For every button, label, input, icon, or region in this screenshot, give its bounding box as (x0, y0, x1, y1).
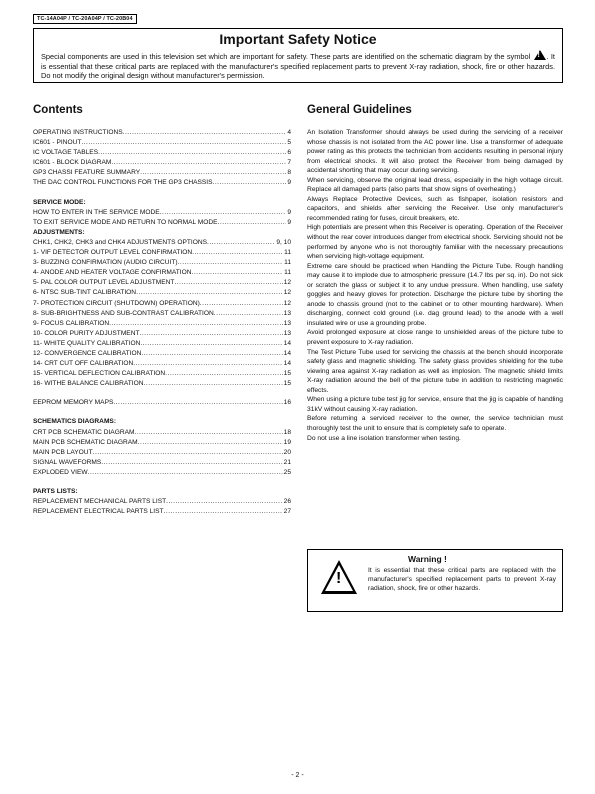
toc-entry-title: 8- SUB-BRIGHTNESS AND SUB-CONTRAST CALIBRATION (33, 309, 214, 317)
schematics-heading: SCHEMATICS DIAGRAMS: (33, 418, 117, 426)
toc-entry-page: 8 (287, 169, 291, 177)
toc-entry-page: 4 (287, 129, 291, 136)
toc-entry-title: IC601 - BLOCK DIAGRAM (33, 159, 112, 167)
safety-notice-text (41, 50, 555, 81)
toc-group-schematics (33, 428, 291, 478)
toc-entry[interactable] (33, 438, 291, 448)
notice-text-before: Special components are used in this television set which are important for safety. These parts are identified on the schematic diagram by the symbol (41, 52, 531, 61)
toc-entry-page: 9 (287, 218, 291, 226)
toc-entry-title: 10- COLOR PURITY ADJUSTMENT (33, 329, 140, 337)
toc-entry-title: CRT PCB SCHEMATIC DIAGRAM (33, 428, 135, 436)
toc-entry-title: MAIN PCB SCHEMATIC DIAGRAM (33, 438, 138, 446)
toc-entry[interactable] (33, 258, 291, 268)
parts-heading: PARTS LISTS: (33, 488, 78, 495)
toc-entry-page: 18 (283, 428, 291, 436)
toc-entry-title: OPERATING INSTRUCTIONS (33, 129, 123, 136)
toc-entry[interactable] (33, 248, 291, 258)
toc-group-adjustments (33, 238, 291, 389)
toc-entry-title: HOW TO ENTER IN THE SERVICE MODE (33, 208, 160, 216)
safety-notice-title: Important Safety Notice (219, 31, 377, 47)
toc-entry-page: 16 (283, 399, 291, 407)
warning-text: It is essential that these critical parts are replaced with the manufacturer's specified replacement parts to prevent X-ray radiation, shock, fire or other hazards. (368, 567, 556, 592)
toc-entry-page: 13 (283, 309, 291, 317)
model-tag: TC-14A04P / TC-20A04P / TC-20B04 (33, 14, 137, 24)
toc-entry-page: 20 (283, 448, 291, 456)
toc-entry[interactable] (33, 128, 291, 138)
toc-entry-page: 26 (283, 498, 291, 506)
toc-entry[interactable] (33, 299, 291, 309)
warning-exclamation-icon: ! (321, 560, 357, 594)
toc-entry[interactable] (33, 148, 291, 158)
toc-entry-page: 13 (283, 329, 291, 337)
toc-entry-title: 3- BUZZING CONFIRMATION (AUDIO CIRCUIT) (33, 259, 178, 267)
toc-entry-page: 12 (283, 279, 291, 287)
toc-entry-title: THE DAC CONTROL FUNCTIONS FOR THE GP3 CHASSIS (33, 179, 213, 187)
guideline-paragraph: Always Replace Protective Devices, such as fishpaper, isolation resistors and capacitors, and shields after servicing the Receiver. Use only manufacturer's recommended rating for fuses, circuit breakers, etc. (307, 195, 563, 222)
adjustments-heading: ADJUSTMENTS: (33, 228, 85, 236)
toc-entry-title: CHK1, CHK2, CHK3 and CHK4 ADJUSTMENTS OPTIONS (33, 238, 208, 246)
toc-entry-page: 15 (283, 370, 291, 378)
toc-entry[interactable] (33, 218, 291, 228)
toc-entry-title: MAIN PCB LAYOUT (33, 448, 93, 456)
toc-entry-page: 11 (284, 249, 291, 257)
toc-entry-page: 14 (283, 360, 291, 368)
toc-entry-title: 5- PAL COLOR OUTPUT LEVEL ADJUSTMENT (33, 279, 175, 287)
toc-entry[interactable] (33, 268, 291, 278)
guideline-paragraph: Do not use a line isolation transformer when testing. (307, 434, 461, 442)
toc-entry-title: IC601 - PINOUT (33, 139, 82, 147)
toc-group-parts (33, 497, 291, 517)
toc-entry-title: 4- ANODE AND HEATER VOLTAGE CONFIRMATION (33, 269, 192, 277)
toc-entry-title: IC VOLTAGE TABLES (33, 149, 99, 157)
toc-entry-title: EEPROM MEMORY MAPS (33, 399, 114, 407)
toc-entry[interactable] (33, 319, 291, 329)
toc-entry-title: 1- VIF DETECTOR OUTPUT LEVEL CONFIRMATION (33, 249, 193, 257)
toc-entry[interactable] (33, 168, 291, 178)
toc-entry-page: 12 (283, 289, 291, 297)
safety-notice-box (33, 28, 563, 83)
toc-entry[interactable] (33, 238, 291, 248)
toc-entry[interactable] (33, 329, 291, 339)
toc-entry-title: EXPLODED VIEW (33, 468, 88, 476)
warning-title: Warning ! (408, 554, 447, 564)
toc-entry[interactable] (33, 468, 291, 478)
toc-entry-page: 11 (284, 259, 291, 267)
contents-column (33, 104, 291, 517)
toc-entry-title: 14- CRT CUT OFF CALIBRATION (33, 360, 134, 368)
toc-entry-page: 9 (287, 179, 291, 187)
guideline-paragraph: An Isolation Transformer should always be used during the servicing of a receiver whose chassis is not isolated from the AC power line. Use a transformer of adequate power rating as this protects the technician from accidents resulting in personal injury from electrical shocks. It will also protect the Receiver from being damaged by accidental shorting that may occur during servicing. (307, 129, 563, 175)
warning-triangle-icon (534, 50, 546, 60)
toc-entry[interactable] (33, 339, 291, 349)
toc-group-service-mode (33, 208, 291, 228)
toc-entry[interactable] (33, 448, 291, 458)
toc-entry[interactable] (33, 379, 291, 389)
toc-entry-page: 9 (287, 208, 291, 216)
toc-entry-page: 7 (287, 159, 291, 167)
service-mode-heading: SERVICE MODE: (33, 198, 86, 206)
toc-entry-page: 15 (283, 380, 291, 388)
toc-entry-eeprom[interactable] (33, 398, 291, 408)
guideline-paragraph: High potentials are present when this Receiver is operating. Operation of the Receiver without the rear cover introduces danger from electrical shock. Servicing should not be performed by anyone who is not thoroughly familiar with the necessary precautions when servicing high-voltage equipment. (307, 224, 563, 261)
notice-text-after: . It is essential that these critical parts are replaced with the manufacturer's specified replacement parts to prevent X-ray radiation, shock, fire or other hazards. Do not modify the original design without manufacturer's permission. (41, 52, 555, 81)
toc-entry-title: GP3 CHASSI FEATURE SUMMARY (33, 169, 141, 177)
toc-entry-title: 6- NTSC SUB-TINT CALIBRATION (33, 289, 137, 297)
toc-entry[interactable] (33, 349, 291, 359)
guideline-paragraph: The Test Picture Tube used for servicing the chassis at the bench should incorporate safety glass and magnetic shielding. The safety glass provides shielding for the tube viewing area against X-ray radiation as well as implosion. The magnetic shield limits X-ray radiation around the bell of the picture tube in addition to restricting magnetic effects. (307, 348, 563, 394)
toc-entry[interactable] (33, 158, 291, 168)
toc-entry-page: 9, 10 (276, 238, 291, 246)
toc-entry-title: 9- FOCUS CALIBRATION (33, 319, 110, 327)
toc-group-general (33, 128, 291, 189)
toc-entry-page: 14 (283, 349, 291, 357)
toc-entry[interactable] (33, 288, 291, 298)
guideline-paragraph: Avoid prolonged exposure at close range to unshielded areas of the picture tube to prevent exposure to X-ray radiation. (307, 329, 563, 347)
toc-entry-title: TO EXIT SERVICE MODE AND RETURN TO NORMAL MODE (33, 218, 218, 226)
guideline-paragraph: When servicing, observe the original lead dress, especially in the high voltage circuit. Replace all damaged parts (also parts that show signs of overheating.) (307, 176, 563, 194)
toc-entry[interactable] (33, 428, 291, 438)
toc-entry[interactable] (33, 359, 291, 369)
toc-entry-page: 25 (283, 468, 291, 476)
toc-entry-page: 12 (283, 299, 291, 307)
toc-entry-page: 6 (287, 149, 291, 157)
toc-entry-title: REPLACEMENT MECHANICAL PARTS LIST (33, 498, 167, 506)
toc-entry-title: SIGNAL WAVEFORMS (33, 458, 102, 466)
toc-entry[interactable] (33, 208, 291, 218)
toc-entry[interactable] (33, 178, 291, 188)
toc-entry-page: 27 (283, 508, 291, 516)
warning-box (307, 549, 563, 612)
toc-entry[interactable] (33, 507, 291, 517)
guidelines-column (307, 104, 563, 443)
guideline-paragraph: Before returning a serviced receiver to the owner, the service technician must thoroughly test the unit to ensure that is completely safe to operate. (307, 415, 563, 432)
toc-entry-title: 16- WITHE BALANCE CALIBRATION (33, 380, 144, 388)
toc-entry-page: 21 (283, 458, 291, 466)
contents-heading: Contents (33, 104, 83, 116)
guideline-paragraph: Extreme care should be practiced when Handling the Picture Tube. Rough handling may cause it to implode due to atmospheric pressure (14.7 lbs per sq. in). Do not sick or scratch the glass or subject it to any undue pressure. When handling, use safety goggles and heavy gloves for protection. Discharge the picture tube by shorting the anode to chassis ground (not to the cabinet or to other mounting hardware). When discharging, connect cold ground (i.e. dag ground lead) to the anode with a well insulated wire or use a grounding probe. (307, 262, 563, 327)
toc-entry-title: 11- WHITE QUALITY CALIBRATION (33, 339, 141, 347)
toc-entry-title: REPLACEMENT ELECTRICAL PARTS LIST (33, 508, 164, 516)
toc-entry-page: 5 (287, 139, 291, 147)
toc-entry[interactable] (33, 309, 291, 319)
guidelines-heading: General Guidelines (307, 104, 412, 116)
toc-entry-page: 19 (283, 438, 291, 446)
toc-entry-title: 15- VERTICAL DEFLECTION CALIBRATION (33, 370, 166, 378)
toc-entry-title: 7- PROTECTION CIRCUIT (SHUTDOWN) OPERATION) (33, 299, 200, 307)
toc-entry[interactable] (33, 369, 291, 379)
toc-entry[interactable] (33, 458, 291, 468)
toc-entry-title: 12- CONVERGENCE CALIBRATION (33, 349, 142, 357)
toc-entry[interactable] (33, 278, 291, 288)
page-number: - 2 - (291, 772, 304, 779)
toc-entry-page: 13 (283, 319, 291, 327)
toc-entry[interactable] (33, 497, 291, 507)
guidelines-body (307, 128, 563, 443)
toc-entry-page: 14 (283, 339, 291, 347)
guideline-paragraph: When using a picture tube test jig for service, ensure that the jig is capable of handling 31kV without causing X-ray radiation. (307, 396, 563, 413)
toc-entry-page: 11 (284, 269, 291, 277)
toc-entry[interactable] (33, 138, 291, 148)
